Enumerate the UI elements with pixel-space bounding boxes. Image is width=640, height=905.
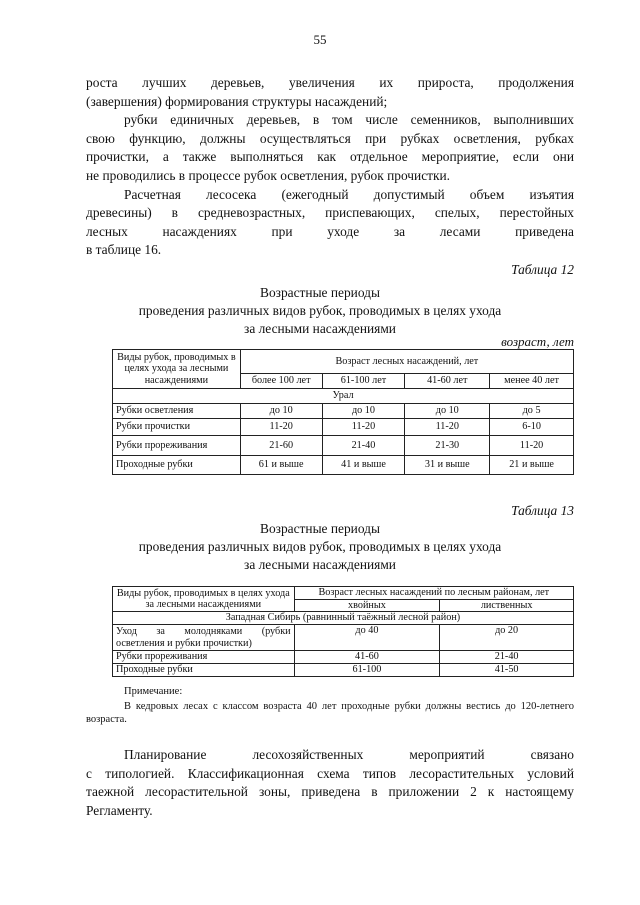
table-cell: 21-40 (440, 651, 574, 664)
table-cell: 61 и выше (240, 456, 322, 475)
text-line: прочистки, а также выполняться как отдельное мероприятие, если они (86, 149, 574, 165)
note-label: Примечание: (124, 686, 183, 697)
table-cell: Рубки прореживания (113, 651, 295, 664)
intro-paragraph (86, 74, 574, 260)
table-row (113, 625, 574, 651)
text-line: свою функцию, должны осуществляться при рубках осветления, рубках (86, 130, 574, 146)
text-line: Планирование лесохозяйственных мероприятий связано (124, 747, 574, 762)
table13-head-group: Возраст лесных насаждений по лесным районам, лет (294, 587, 573, 600)
text-line: в таблице 16. (86, 242, 162, 258)
table-row (113, 664, 574, 677)
text-line: лесных насаждениях при уходе за лесами приведена (86, 223, 574, 239)
table13-head-col: Виды рубок, проводимых в целях ухода за лесными насаждениями (113, 587, 295, 612)
text-line: Регламенту. (86, 802, 153, 818)
table12-caption: Таблица 12 (511, 262, 574, 277)
table-cell: 41-50 (440, 664, 574, 677)
table12-title: Возрастные периоды (260, 285, 380, 300)
text-line: роста лучших деревьев, увеличения их прироста, продолжения (86, 75, 574, 90)
table-row (113, 436, 574, 456)
table-cell: Проходные рубки (113, 664, 295, 677)
table13-caption: Таблица 13 (511, 503, 574, 518)
table-row (113, 651, 574, 664)
text-line: рубки единичных деревьев, в том числе семенников, выполнивших (124, 112, 574, 128)
table12-col-header: более 100 лет (240, 374, 322, 389)
table12-title: проведения различных видов рубок, проводимых в целях ухода (138, 303, 502, 318)
page-number: 55 (313, 32, 327, 47)
table12-region: Урал (113, 389, 574, 404)
table13-col-header: хвойных (294, 599, 440, 612)
table-cell: Рубки осветления (113, 404, 241, 419)
table-cell: до 10 (405, 404, 490, 419)
table-cell: до 10 (240, 404, 322, 419)
text-line: не проводились в процессе рубок осветления, рубок прочистки. (86, 167, 451, 183)
table-cell: 21-60 (240, 436, 322, 456)
table-row (113, 456, 574, 475)
table-cell: 41-60 (294, 651, 440, 664)
table-cell: 21-30 (405, 436, 490, 456)
table-cell: Уход за молодняками (рубки осветления и рубки прочистки) (113, 625, 295, 651)
table13-region: Западная Сибирь (равнинный таёжный лесной район) (113, 612, 574, 625)
text-line: таежной лесорастительной зоны, приведена в приложении 2 к настоящему (86, 784, 574, 800)
table-row (113, 404, 574, 419)
table-cell: 41 и выше (322, 456, 405, 475)
table-cell: 21-40 (322, 436, 405, 456)
closing-paragraph (86, 746, 574, 820)
table12-title: за лесными насаждениями (244, 321, 396, 336)
text-line: Расчетная лесосека (ежегодный допустимый объем изъятия (124, 186, 574, 202)
table-cell: Проходные рубки (113, 456, 241, 475)
text-line: с типологией. Классификационная схема типов лесорастительных условий (86, 765, 574, 781)
table12-col-header: 61-100 лет (322, 374, 405, 389)
table-cell: 6-10 (490, 419, 574, 436)
table13-col-header: лиственных (440, 599, 574, 612)
table12-unit: возраст, лет (501, 334, 574, 349)
table13-title: за лесными насаждениями (244, 557, 396, 572)
table-cell: 31 и выше (405, 456, 490, 475)
table-cell: 11-20 (490, 436, 574, 456)
note-text: В кедровых лесах с классом возраста 40 лет проходные рубки должны вестись до 120-летнего возраста. (86, 701, 574, 725)
table13-title: Возрастные периоды (260, 521, 380, 536)
table-cell: 21 и выше (490, 456, 574, 475)
table-cell: 11-20 (322, 419, 405, 436)
text-line: (завершения) формирования структуры насаждений; (86, 93, 388, 109)
table12-head-group: Возраст лесных насаждений, лет (240, 350, 573, 374)
table-cell: до 20 (440, 625, 574, 651)
table-cell: 11-20 (405, 419, 490, 436)
table-row (113, 419, 574, 436)
table-cell: 11-20 (240, 419, 322, 436)
table12 (112, 349, 574, 475)
table13-title: проведения различных видов рубок, проводимых в целях ухода (138, 539, 502, 554)
table-cell: 61-100 (294, 664, 440, 677)
text-line: древесины) в средневозрастных, приспевающих, спелых, перестойных (86, 205, 574, 221)
table12-col-header: менее 40 лет (490, 374, 574, 389)
table-cell: Рубки прореживания (113, 436, 241, 456)
table-cell: до 10 (322, 404, 405, 419)
table-cell: Рубки прочистки (113, 419, 241, 436)
table-cell: до 40 (294, 625, 440, 651)
table12-head-col: Виды рубок, проводимых в целях ухода за лесными насаждениями (113, 350, 241, 389)
table-cell: до 5 (490, 404, 574, 419)
table13 (112, 586, 574, 677)
table12-col-header: 41-60 лет (405, 374, 490, 389)
